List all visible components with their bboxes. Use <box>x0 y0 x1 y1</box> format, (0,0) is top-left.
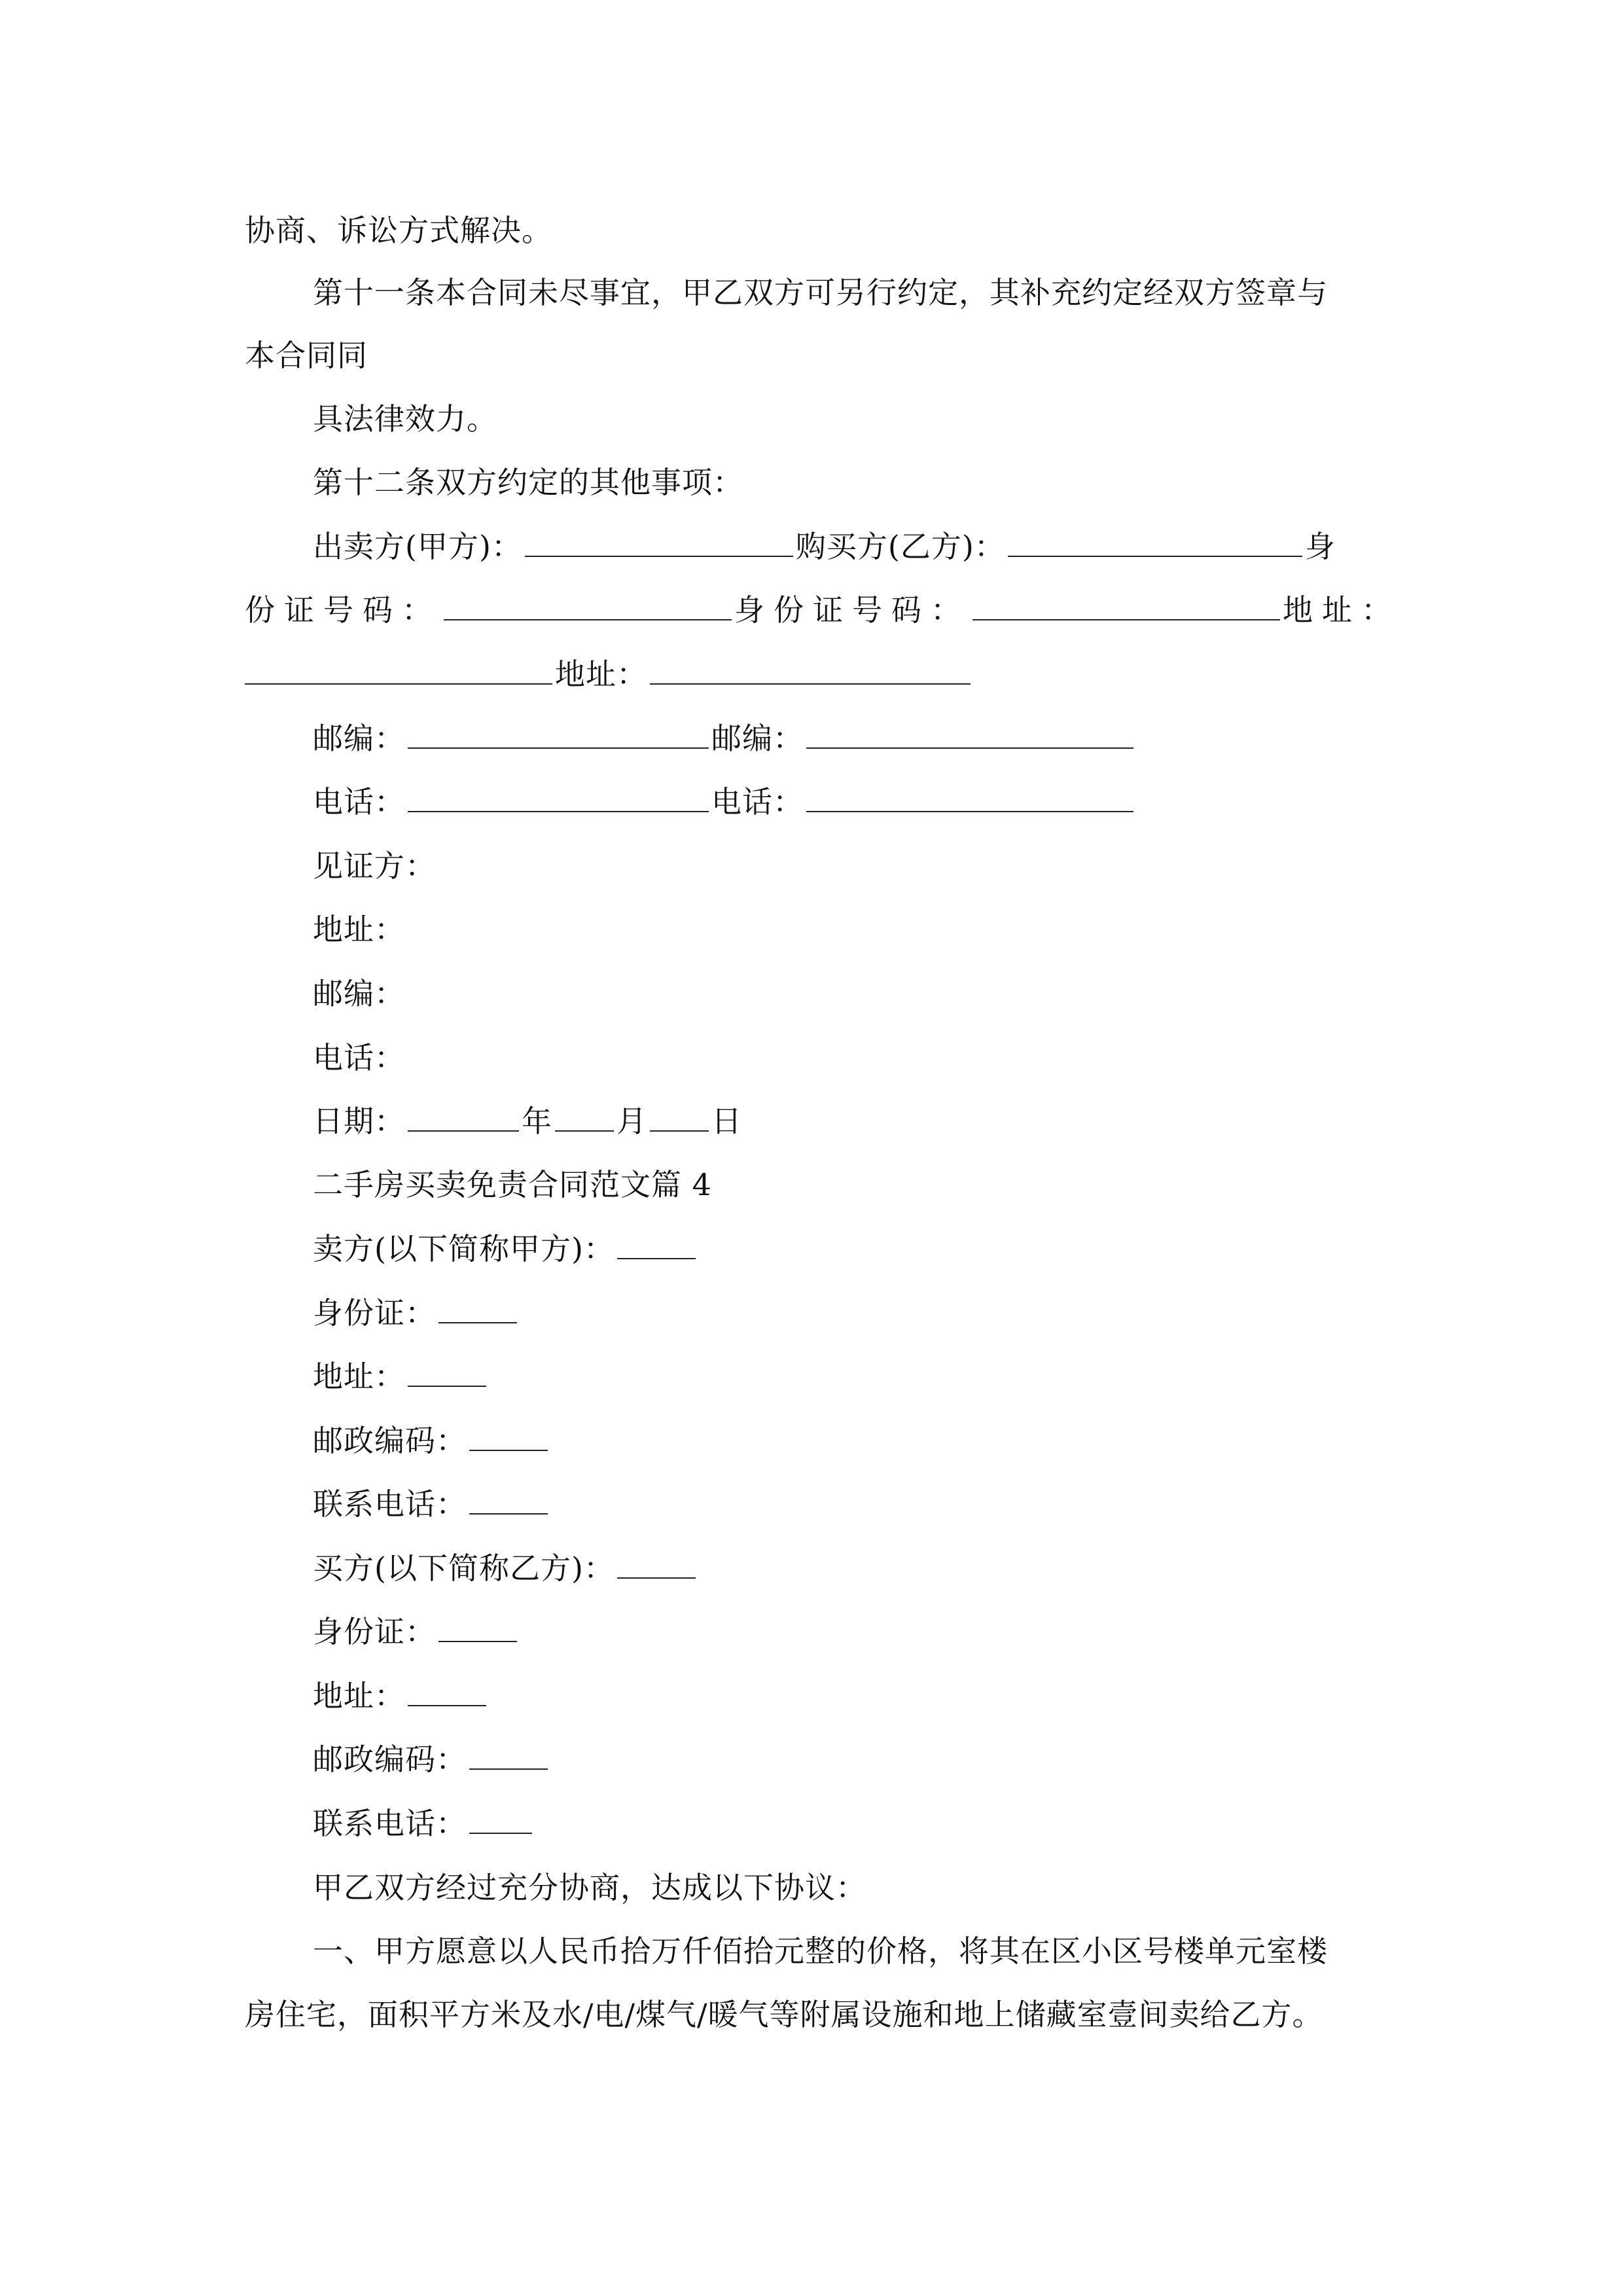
seller-address-blank <box>245 655 552 685</box>
date-label: 日期： <box>313 1103 405 1139</box>
seller-phone-field <box>313 1484 550 1524</box>
day-label: 日 <box>711 1103 742 1139</box>
buyer-phone-field <box>313 1804 535 1843</box>
witness-address-label: 地址： <box>313 912 405 947</box>
paragraph-line: 本合同同 <box>245 338 368 373</box>
paragraph-line: 协商、诉讼方式解决。 <box>245 213 552 248</box>
field-label: 联系电话： <box>313 1486 467 1522</box>
postcode-line <box>313 719 1136 758</box>
field-label: 地址： <box>313 1359 405 1394</box>
buyer-address-blank <box>650 655 971 685</box>
day-blank <box>650 1102 709 1132</box>
phone-line <box>313 782 1136 821</box>
buyer-phone-label: 电话： <box>711 784 804 819</box>
field-blank <box>469 1804 532 1834</box>
buyer-field <box>313 1549 698 1588</box>
buyer-label: 购买方(乙方)： <box>795 529 1005 564</box>
field-blank <box>469 1421 548 1451</box>
field-label: 邮政编码： <box>313 1742 467 1777</box>
seller-postcode-label: 邮编： <box>313 721 405 756</box>
section-title: 二手房买卖免责合同范文篇 4 <box>313 1167 712 1202</box>
field-label: 身份证： <box>313 1614 436 1649</box>
seller-field <box>313 1229 698 1268</box>
seller-id-field <box>313 1293 520 1333</box>
buyer-postcode-label: 邮编： <box>711 721 804 756</box>
field-label: 身份证： <box>313 1295 436 1331</box>
buyer-phone-blank <box>806 782 1133 812</box>
seller-phone-label: 电话： <box>313 784 405 819</box>
seller-postcode-blank <box>408 719 709 749</box>
year-blank <box>408 1102 519 1132</box>
seller-address-field <box>313 1357 489 1396</box>
id-number-line <box>245 590 1400 630</box>
buyer-postcode-field <box>313 1740 550 1779</box>
buyer-id-label: 身份证号码： <box>734 592 970 628</box>
seller-phone-blank <box>408 782 709 812</box>
month-blank <box>555 1102 614 1132</box>
buyer-address-label: 地址： <box>555 656 647 692</box>
agreement-intro: 甲乙双方经过充分协商，达成以下协议： <box>313 1870 866 1905</box>
field-label: 卖方(以下简称甲方)： <box>313 1231 615 1266</box>
buyer-address-field <box>313 1676 489 1715</box>
buyer-id-field <box>313 1612 520 1651</box>
field-blank <box>438 1293 517 1323</box>
month-label: 月 <box>616 1103 647 1139</box>
address-line <box>245 655 973 694</box>
field-label: 邮政编码： <box>313 1423 467 1458</box>
field-blank <box>469 1484 548 1515</box>
article-one-line: 一、甲方愿意以人民币拾万仟佰拾元整的价格，将其在区小区号楼单元室楼 <box>313 1933 1328 1969</box>
seller-blank <box>525 527 793 557</box>
parties-line <box>313 527 1336 566</box>
witness-phone-label: 电话： <box>313 1040 405 1075</box>
field-blank <box>617 1549 696 1579</box>
witness-postcode-label: 邮编： <box>313 976 405 1011</box>
buyer-postcode-blank <box>806 719 1133 749</box>
field-blank <box>617 1229 696 1259</box>
field-blank <box>469 1740 548 1770</box>
line-end-char: 身 <box>1304 529 1336 564</box>
date-line <box>313 1102 742 1141</box>
field-label: 联系电话： <box>313 1806 467 1841</box>
field-label: 买方(以下简称乙方)： <box>313 1551 615 1586</box>
year-label: 年 <box>522 1103 552 1139</box>
article-one-continuation: 房住宅，面积平方米及水/电/煤气/暖气等附属设施和地上储藏室壹间卖给乙方。 <box>245 1997 1323 2032</box>
clause-eleven-line: 第十一条本合同未尽事宜，甲乙双方可另行约定，其补充约定经双方签章与 <box>313 275 1328 310</box>
buyer-id-blank <box>972 590 1280 620</box>
seller-id-blank <box>444 590 732 620</box>
witness-label: 见证方： <box>313 848 436 884</box>
clause-twelve-line: 第十二条双方约定的其他事项： <box>313 465 743 500</box>
address-label: 地址： <box>1283 592 1400 628</box>
seller-label: 出卖方(甲方)： <box>313 529 522 564</box>
seller-id-label: 份证号码： <box>245 592 441 628</box>
buyer-blank <box>1008 527 1302 557</box>
paragraph-line: 具法律效力。 <box>313 401 497 437</box>
field-blank <box>408 1676 486 1706</box>
field-blank <box>438 1612 517 1642</box>
seller-postcode-field <box>313 1421 550 1460</box>
field-blank <box>408 1357 486 1387</box>
field-label: 地址： <box>313 1678 405 1713</box>
